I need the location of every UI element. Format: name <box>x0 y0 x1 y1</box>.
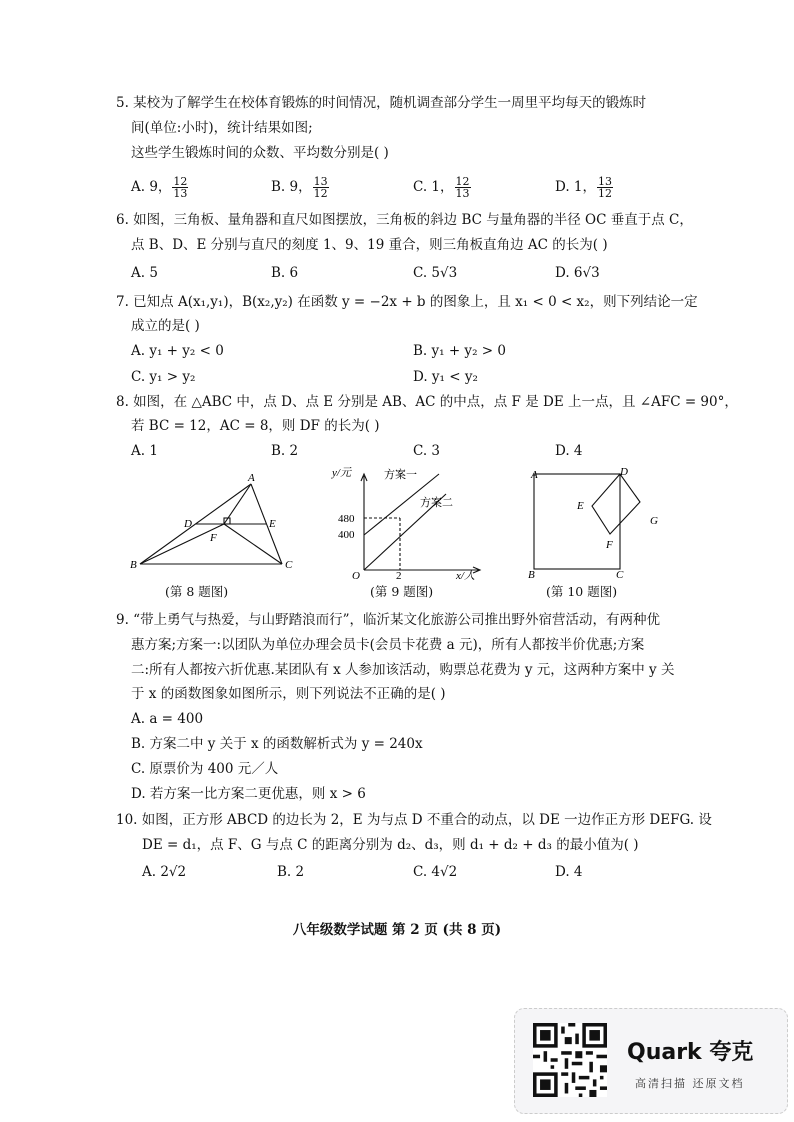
fig9-xtick-2: 2 <box>396 570 402 580</box>
q8-option-b: B. 2 <box>271 443 299 459</box>
q7-line2: 成立的是( ) <box>131 318 200 334</box>
q9-line1: 9. “带上勇气与热爱，与山野踏浪而行”，临沂某文化旅游公司推出野外宿营活动，有两种优 <box>116 612 660 628</box>
q5-option-b <box>271 176 330 199</box>
q7-option-d: D. y₁ < y₂ <box>413 369 478 385</box>
q5-line1: 5. 某校为了解学生在校体育锻炼的时间情况，随机调查部分学生一周里平均每天的锻炼时 <box>116 95 647 111</box>
quark-watermark <box>514 1008 788 1114</box>
q9-option-a: A. a = 400 <box>131 711 204 727</box>
figure-9 <box>322 462 494 580</box>
q5-option-d-num: 13 <box>598 175 613 188</box>
q5-line3: 这些学生锻炼时间的众数、平均数分别是( ) <box>131 145 389 161</box>
q10-option-a: A. 2√2 <box>142 864 187 880</box>
fig10-label-d: D <box>620 466 628 478</box>
fig9-caption: (第 9 题图) <box>370 584 434 599</box>
q10-option-c: C. 4√2 <box>413 864 458 880</box>
qr-code-icon <box>533 1023 607 1097</box>
q10-option-d: D. 4 <box>555 864 583 880</box>
q6-option-c: C. 5√3 <box>413 265 458 281</box>
q10-option-b: B. 2 <box>277 864 305 880</box>
fig8-label-a: A <box>248 472 255 484</box>
q5-option-b-num: 13 <box>313 175 328 188</box>
q6-line1: 6. 如图，三角板、量角器和直尺如图摆放，三角板的斜边 BC 与量角器的半径 OC 垂直于点 C， <box>116 212 693 228</box>
q9-option-b: B. 方案二中 y 关于 x 的函数解析式为 y = 240x <box>131 736 423 752</box>
q5-option-a <box>131 176 189 199</box>
fig9-series1-label: 方案一 <box>384 469 417 481</box>
q5-option-a-num: 12 <box>173 175 188 188</box>
q7-line1: 7. 已知点 A(x₁,y₁)，B(x₂,y₂) 在函数 y = −2x + b 的图象上，且 x₁ < 0 < x₂，则下列结论一定 <box>116 294 698 310</box>
figure-10 <box>522 462 672 580</box>
q5-option-d <box>555 176 614 199</box>
fig10-label-c: C <box>616 569 624 580</box>
q10-line2: DE = d₁，点 F、G 与点 C 的距离分别为 d₂、d₃，则 d₁ + d₂ + d₃ 的最小值为( ) <box>142 837 639 853</box>
fig10-label-e: E <box>577 500 584 512</box>
q5-option-b-prefix: B. 9， <box>271 179 312 195</box>
q8-option-d: D. 4 <box>555 443 583 459</box>
q6-option-a: A. 5 <box>131 265 158 281</box>
fig9-ytick-480: 480 <box>338 513 355 525</box>
quark-logo: Quark 夸克 <box>627 1040 754 1065</box>
q9-option-c: C. 原票价为 400 元／人 <box>131 761 279 777</box>
fig9-ylabel: y/元 <box>332 467 351 479</box>
quark-tagline: 高清扫描 还原文档 <box>635 1077 745 1090</box>
q5-option-c-prefix: C. 1， <box>413 179 454 195</box>
q5-option-d-fraction <box>597 176 613 199</box>
q6-line2: 点 B、D、E 分别与直尺的刻度 1、9、19 重合，则三角板直角边 AC 的长为( ) <box>131 237 608 253</box>
q5-option-b-fraction <box>313 176 329 199</box>
q5-option-c-den: 13 <box>455 187 470 200</box>
q8-line2: 若 BC = 12，AC = 8，则 DF 的长为( ) <box>131 418 380 434</box>
q5-option-a-den: 13 <box>173 187 188 200</box>
fig10-label-g: G <box>650 515 658 527</box>
q8-line1: 8. 如图，在 △ABC 中，点 D、点 E 分别是 AB、AC 的中点，点 F 是 DE 上一点，且 ∠AFC = 90°， <box>116 394 738 410</box>
q5-option-d-den: 12 <box>598 187 613 200</box>
q9-line2: 惠方案;方案一:以团队为单位办理会员卡(会员卡花费 a 元)，所有人都按半价优惠;方案 <box>131 637 645 653</box>
q6-option-b: B. 6 <box>271 265 299 281</box>
q5-option-c <box>413 176 472 199</box>
q8-option-c: C. 3 <box>413 443 441 459</box>
q5-option-a-fraction <box>172 176 188 199</box>
q5-option-c-fraction <box>455 176 471 199</box>
fig8-label-c: C <box>285 559 293 571</box>
fig8-segment-fb <box>140 524 224 564</box>
q9-line4: 于 x 的函数图象如图所示，则下列说法不正确的是( ) <box>131 686 446 702</box>
q6-option-d: D. 6√3 <box>555 265 600 281</box>
fig8-label-e: E <box>269 518 276 530</box>
q5-option-d-prefix: D. 1， <box>555 179 597 195</box>
fig8-label-b: B <box>130 559 137 571</box>
figure-8 <box>128 470 298 578</box>
fig10-label-b: B <box>528 569 535 580</box>
fig10-label-a: A <box>531 469 538 481</box>
fig10-caption: (第 10 题图) <box>546 584 618 599</box>
fig10-label-f: F <box>606 539 613 551</box>
page-footer: 八年级数学试题 第 2 页 (共 8 页) <box>292 922 502 938</box>
fig10-square-defg <box>592 474 640 534</box>
fig9-ytick-400: 400 <box>338 529 355 541</box>
fig8-label-f: F <box>210 532 217 544</box>
fig9-series2-label: 方案二 <box>420 497 453 509</box>
q5-option-c-num: 12 <box>455 175 470 188</box>
q10-line1: 10. 如图，正方形 ABCD 的边长为 2，E 为与点 D 不重合的动点，以 DE 一边作正方形 DEFG. 设 <box>116 812 712 828</box>
q7-option-c: C. y₁ > y₂ <box>131 369 196 385</box>
fig8-label-d: D <box>184 518 192 530</box>
q5-option-b-den: 12 <box>313 187 328 200</box>
fig9-xlabel: x/人 <box>456 570 475 580</box>
fig8-segment-fc <box>224 524 282 564</box>
fig9-origin: O <box>352 570 360 580</box>
q8-option-a: A. 1 <box>131 443 158 459</box>
q5-option-a-prefix: A. 9， <box>131 179 172 195</box>
q7-option-b: B. y₁ + y₂ > 0 <box>413 343 506 359</box>
q9-option-d: D. 若方案一比方案二更优惠，则 x > 6 <box>131 786 366 802</box>
q7-option-a: A. y₁ + y₂ < 0 <box>131 343 224 359</box>
fig8-caption: (第 8 题图) <box>165 584 229 599</box>
q5-line2: 间(单位:小时)，统计结果如图; <box>131 120 313 136</box>
q9-line3: 二:所有人都按六折优惠.某团队有 x 人参加该活动，购票总花费为 y 元，这两种方案中 y 关 <box>131 662 675 678</box>
